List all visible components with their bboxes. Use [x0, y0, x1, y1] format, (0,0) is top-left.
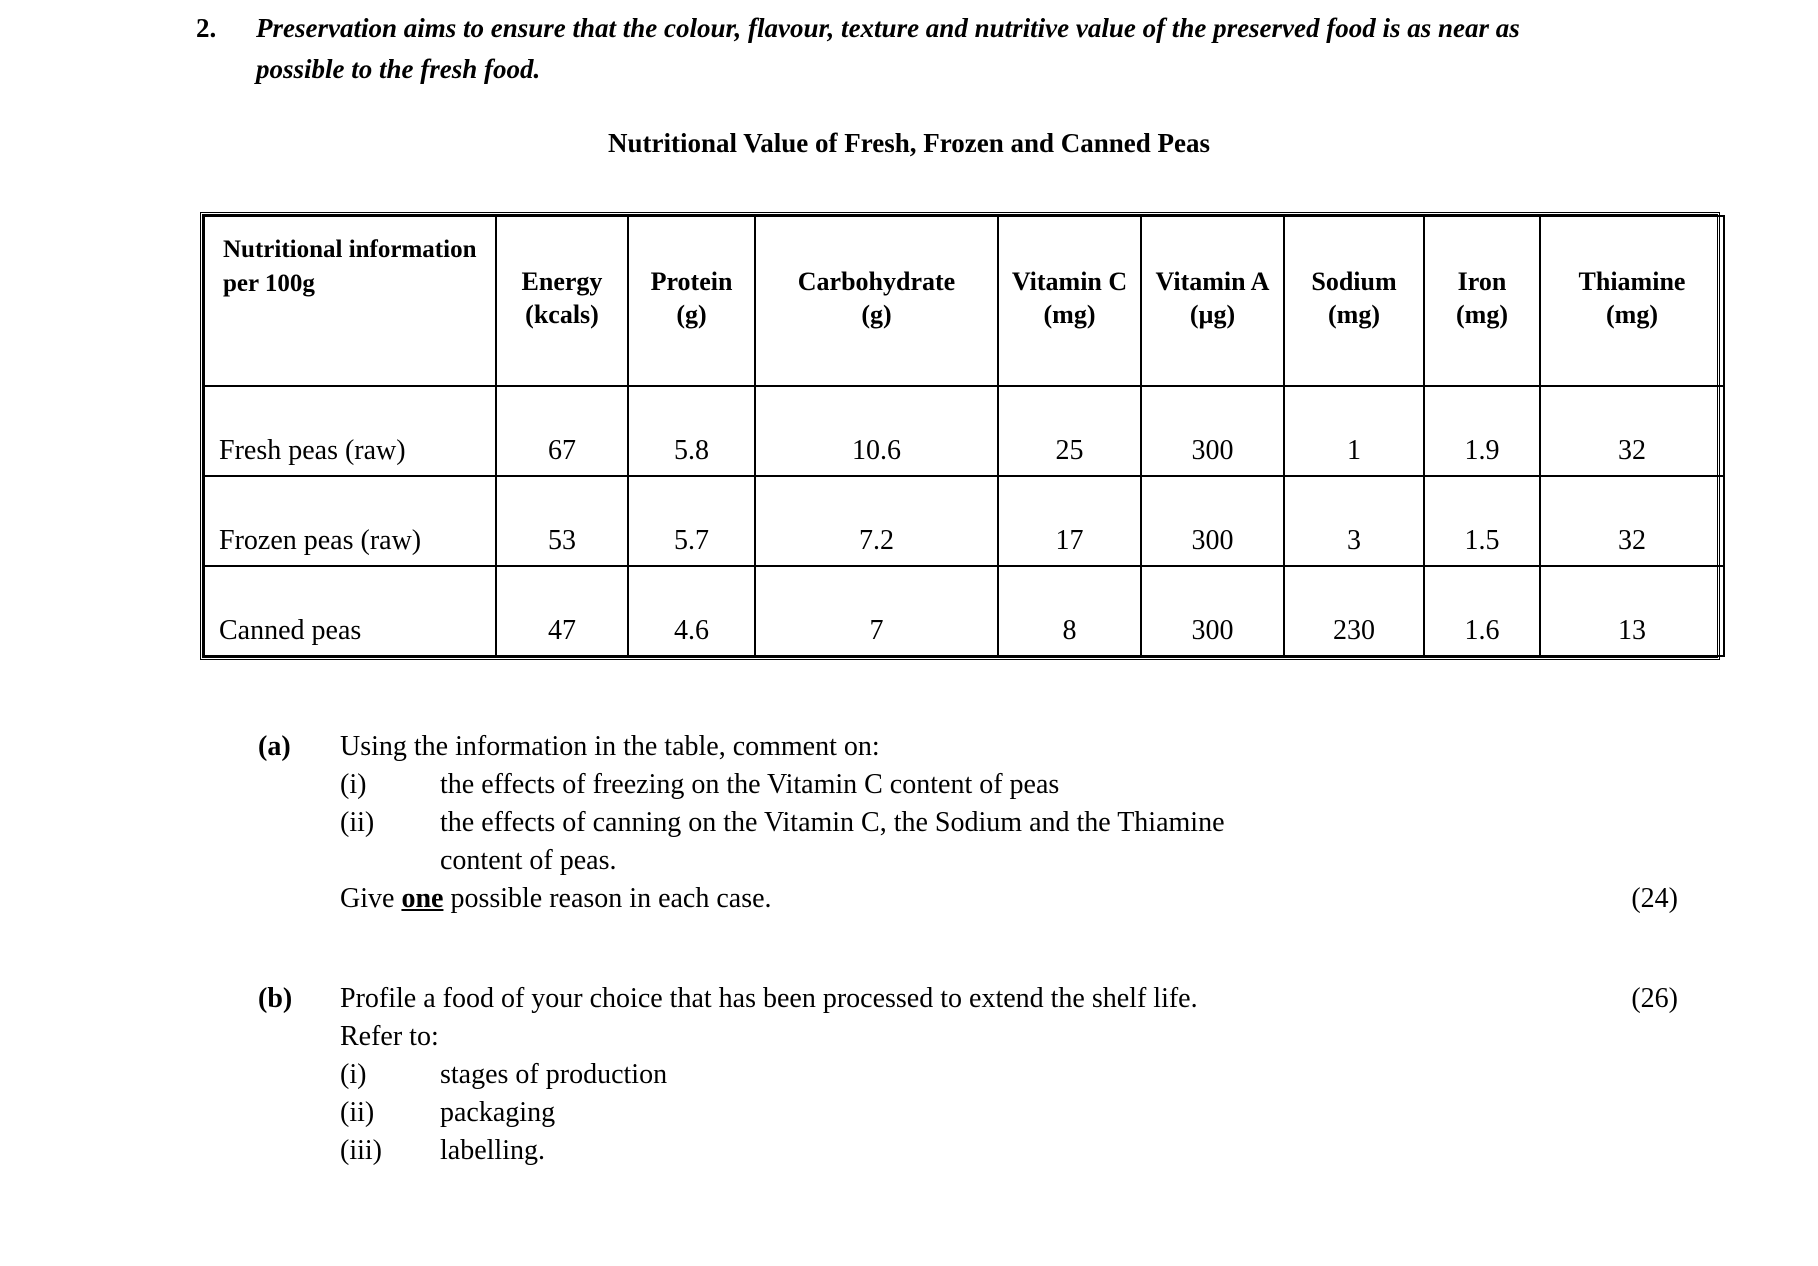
cell-canned-energy: 47 [496, 566, 628, 656]
part-a-item-i [340, 766, 1678, 804]
cell-fresh-iron: 1.9 [1424, 386, 1540, 476]
table-row [204, 386, 1724, 476]
cell-fresh-protein: 5.8 [628, 386, 755, 476]
header-row-label-text: Nutritional information per 100g [223, 236, 477, 297]
part-b [258, 980, 1678, 1170]
part-b-intro: Profile a food of your choice that has been processed to extend the shelf life. [340, 983, 1198, 1014]
cell-fresh-sodium: 1 [1284, 386, 1424, 476]
part-b-head [258, 980, 1678, 1018]
part-a-item-ii [340, 804, 1678, 842]
header-protein [628, 216, 755, 386]
header-row-label [204, 216, 496, 386]
cell-canned-vitamin-a: 300 [1141, 566, 1284, 656]
part-b-refer: Refer to: [340, 1021, 439, 1052]
part-b-item-i-num: (i) [340, 1059, 367, 1090]
cell-canned-carbohydrate: 7 [755, 566, 998, 656]
cell-canned-vitamin-c: 8 [998, 566, 1141, 656]
header-iron-name: Iron [1457, 267, 1507, 296]
header-thiamine [1540, 216, 1724, 386]
header-iron [1424, 216, 1540, 386]
cell-frozen-iron: 1.5 [1424, 476, 1540, 566]
part-b-item-iii-num: (iii) [340, 1135, 382, 1166]
table-header [204, 216, 1724, 386]
nutrition-table [203, 215, 1725, 657]
row-label-fresh-peas: Fresh peas (raw) [204, 386, 496, 476]
part-b-item-i-text: stages of production [440, 1059, 668, 1090]
header-carbohydrate-unit: (g) [861, 300, 892, 329]
nutrition-table-container [200, 212, 1720, 660]
part-a-intro: Using the information in the table, comment on: [340, 731, 880, 762]
header-energy-unit: (kcals) [525, 300, 599, 329]
header-protein-unit: (g) [676, 300, 707, 329]
part-a-item-ii-num: (ii) [340, 807, 375, 838]
cell-fresh-vitamin-a: 300 [1141, 386, 1284, 476]
part-b-item-ii-text: packaging [440, 1097, 556, 1128]
header-vitamin-a [1141, 216, 1284, 386]
part-b-item-ii [340, 1094, 1678, 1132]
table-row [204, 566, 1724, 656]
header-thiamine-unit: (mg) [1606, 300, 1658, 329]
part-a-label: (a) [258, 731, 291, 762]
cell-fresh-energy: 67 [496, 386, 628, 476]
part-a-marks: (24) [1631, 883, 1678, 914]
header-carbohydrate-name: Carbohydrate [797, 267, 956, 296]
header-energy-name: Energy [521, 267, 603, 296]
header-vitamin-c-unit: (mg) [1043, 300, 1096, 329]
header-energy [496, 216, 628, 386]
part-a-head [258, 728, 1678, 766]
header-vitamin-c-name: Vitamin C [1011, 267, 1128, 296]
question-stem [196, 8, 1596, 90]
part-b-item-ii-num: (ii) [340, 1097, 375, 1128]
cell-canned-protein: 4.6 [628, 566, 755, 656]
part-b-marks: (26) [1631, 983, 1678, 1014]
header-vitamin-a-unit: (µg) [1189, 300, 1236, 329]
cell-frozen-carbohydrate: 7.2 [755, 476, 998, 566]
part-b-label: (b) [258, 983, 293, 1014]
part-b-item-i [340, 1056, 1678, 1094]
cell-frozen-sodium: 3 [1284, 476, 1424, 566]
cell-frozen-vitamin-c: 17 [998, 476, 1141, 566]
cell-fresh-vitamin-c: 25 [998, 386, 1141, 476]
cell-frozen-thiamine: 32 [1540, 476, 1724, 566]
header-vitamin-a-name: Vitamin A [1155, 267, 1270, 296]
table-row [204, 476, 1724, 566]
header-carbohydrate [755, 216, 998, 386]
cell-frozen-vitamin-a: 300 [1141, 476, 1284, 566]
part-a-item-ii-text: the effects of canning on the Vitamin C, the Sodium and the Thiamine [440, 807, 1225, 838]
part-b-item-iii-text: labelling. [440, 1135, 545, 1166]
part-a-item-i-num: (i) [340, 769, 367, 800]
cell-canned-thiamine: 13 [1540, 566, 1724, 656]
row-label-frozen-peas: Frozen peas (raw) [204, 476, 496, 566]
cell-fresh-thiamine: 32 [1540, 386, 1724, 476]
question-number: 2. [196, 13, 217, 43]
cell-fresh-carbohydrate: 10.6 [755, 386, 998, 476]
table-header-row [204, 216, 1724, 386]
part-a-item-ii-continuation: content of peas. [440, 845, 617, 876]
row-label-canned-peas: Canned peas [204, 566, 496, 656]
part-a-give-suffix: possible reason in each case. [443, 883, 772, 914]
cell-canned-iron: 1.6 [1424, 566, 1540, 656]
table-body [204, 386, 1724, 656]
part-a-give-line [340, 880, 1678, 918]
question-parts [258, 728, 1678, 1170]
part-a-give-emphasis: one [401, 883, 444, 914]
cell-canned-sodium: 230 [1284, 566, 1424, 656]
cell-frozen-energy: 53 [496, 476, 628, 566]
header-sodium-name: Sodium [1311, 267, 1397, 296]
table-title: Nutritional Value of Fresh, Frozen and Canned Peas [607, 128, 1211, 158]
part-a [258, 728, 1678, 918]
header-protein-name: Protein [650, 267, 733, 296]
header-thiamine-name: Thiamine [1578, 267, 1686, 296]
header-sodium [1284, 216, 1424, 386]
parts-spacer [258, 918, 1678, 980]
question-stem-text: Preservation aims to ensure that the colour, flavour, texture and nutritive value of the preserved food is as near as possible to the fresh food. [256, 13, 1520, 84]
header-sodium-unit: (mg) [1328, 300, 1380, 329]
part-a-give-prefix: Give [340, 883, 402, 914]
cell-frozen-protein: 5.7 [628, 476, 755, 566]
part-a-item-i-text: the effects of freezing on the Vitamin C content of peas [440, 769, 1060, 800]
header-vitamin-c [998, 216, 1141, 386]
header-iron-unit: (mg) [1456, 300, 1508, 329]
